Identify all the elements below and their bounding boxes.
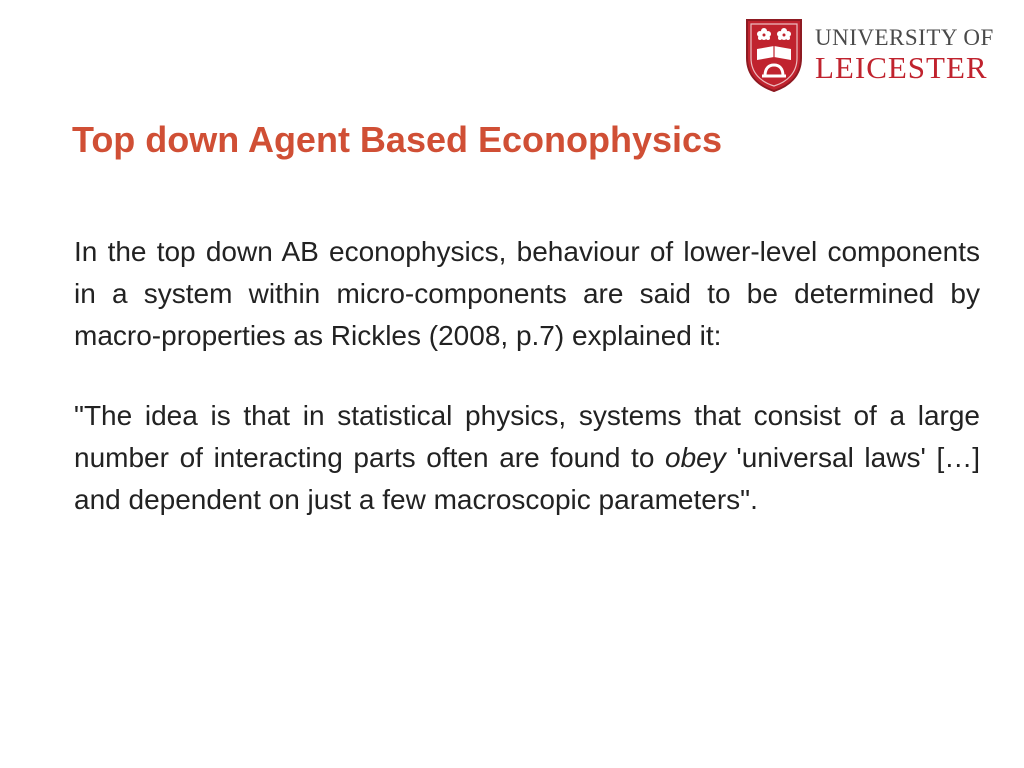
slide-title: Top down Agent Based Econophysics	[72, 119, 723, 160]
university-crest-icon	[745, 18, 803, 92]
paragraph-intro: In the top down AB econophysics, behaviour of lower-level components in a system within micro-components are said to be determined by macro-properties as Rickles (2008, p.7) explained it:	[74, 236, 980, 351]
quote-part-2: 'universal laws' […] and dependent on just a few macroscopic parameters".	[74, 442, 980, 515]
slide-body	[74, 231, 980, 521]
logo-line-university-of: UNIVERSITY OF	[815, 25, 994, 50]
quote-part-1: "The idea is that in statistical physics, systems that consist of a large number of interacting parts often are found to	[74, 400, 980, 473]
logo-line-leicester: LEICESTER	[815, 50, 988, 85]
wordmark	[815, 26, 1007, 83]
university-logo	[745, 18, 1007, 94]
paragraph-quote	[74, 395, 980, 521]
quote-italic-word: obey	[665, 442, 726, 473]
